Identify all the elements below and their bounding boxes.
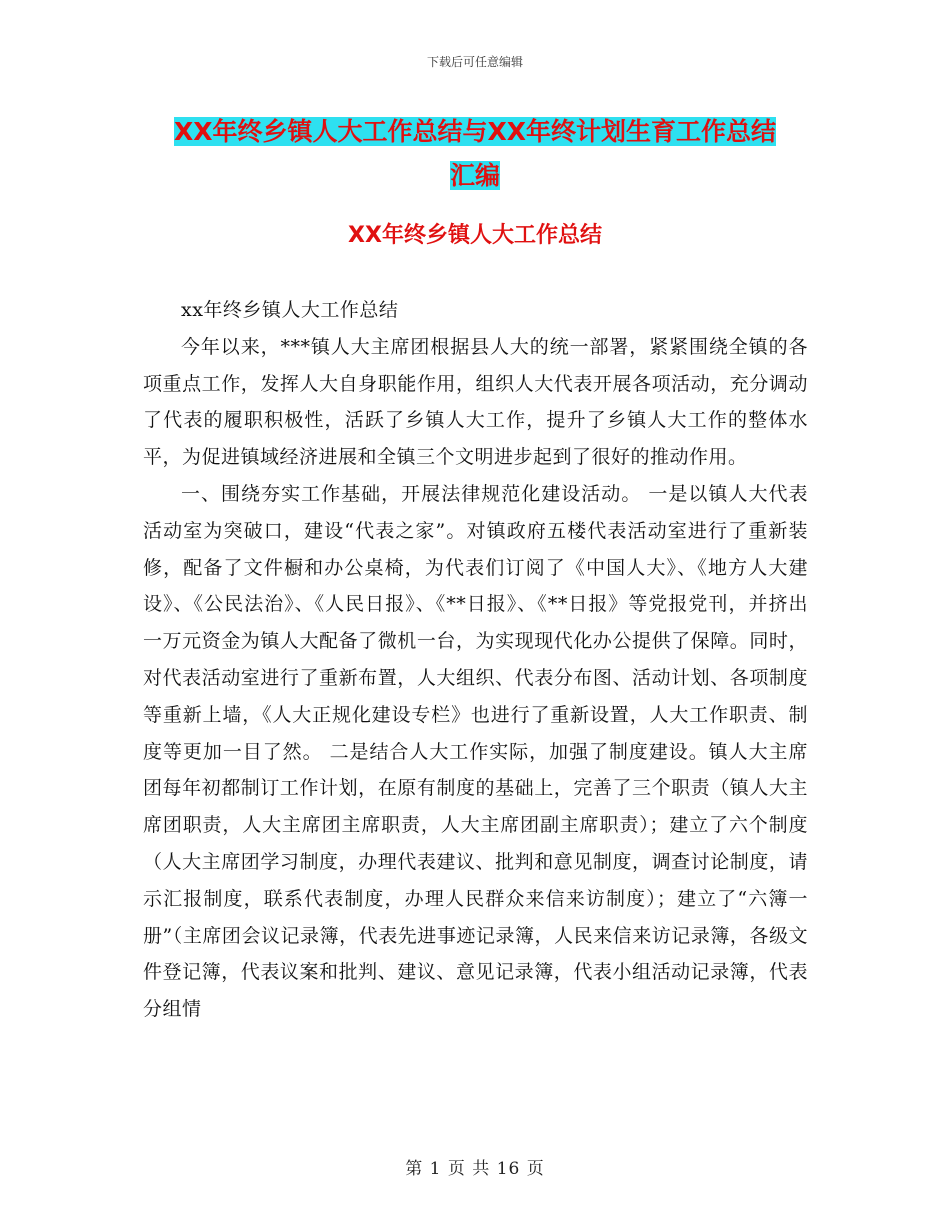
document-title-line-2: 汇编 xyxy=(449,161,500,190)
body-paragraph: xx年终乡镇人大工作总结 xyxy=(181,299,399,321)
page-footer: 第 1 页 共 16 页 xyxy=(405,1159,545,1179)
section-title: XX年终乡镇人大工作总结 xyxy=(348,223,602,248)
document-title-line-1: XX年终乡镇人大工作总结与XX年终计划生育工作总结 xyxy=(173,117,777,146)
document-title xyxy=(140,110,810,198)
document-body xyxy=(143,292,808,1028)
body-paragraph: 今年以来，***镇人大主席团根据县人大的统一部署，紧紧围绕全镇的各项重点工作，发挥人大自身职能作用，组织人大代表开展各项活动，充分调动了代表的履职积极性，活跃了乡镇人大工作，提升了乡镇人大工作的整体水平，为促进镇域经济进展和全镇三个文明进步起到了很好的推动作用。 xyxy=(143,335,808,469)
body-paragraph: 一、围绕夯实工作基础，开展法律规范化建设活动。 一是以镇人大代表活动室为突破口，建设“代表之家”。对镇政府五楼代表活动室进行了重新装修，配备了文件橱和办公桌椅，为代表们订阅了《中国人大》、《地方人大建设》、《公民法治》、《人民日报》、《**日报》、《**日报》等党报党刊，并挤出一万元资金为镇人大配备了微机一台，为实现现代化办公提供了保障。同时，对代表活动室进行了重新布置，人大组织、代表分布图、活动计划、各项制度等重新上墙，《人大正规化建设专栏》也进行了重新设置，人大工作职责、制度等更加一目了然。 二是结合人大工作实际，加强了制度建设。镇人大主席团每年初都制订工作计划，在原有制度的基础上，完善了三个职责（镇人大主席团职责，人大主席团主席职责，人大主席团副主席职责）；建立了六个制度（人大主席团学习制度，办理代表建议、批判和意见制度，调查讨论制度，请示汇报制度，联系代表制度，办理人民群众来信来访制度）；建立了“六簿一册”（主席团会议记录簿，代表先进事迹记录簿，人民来信来访记录簿，各级文件登记簿，代表议案和批判、建议、意见记录簿，代表小组活动记录簿，代表分组情 xyxy=(143,482,808,1021)
header-note: 下载后可任意编辑 xyxy=(426,55,523,69)
